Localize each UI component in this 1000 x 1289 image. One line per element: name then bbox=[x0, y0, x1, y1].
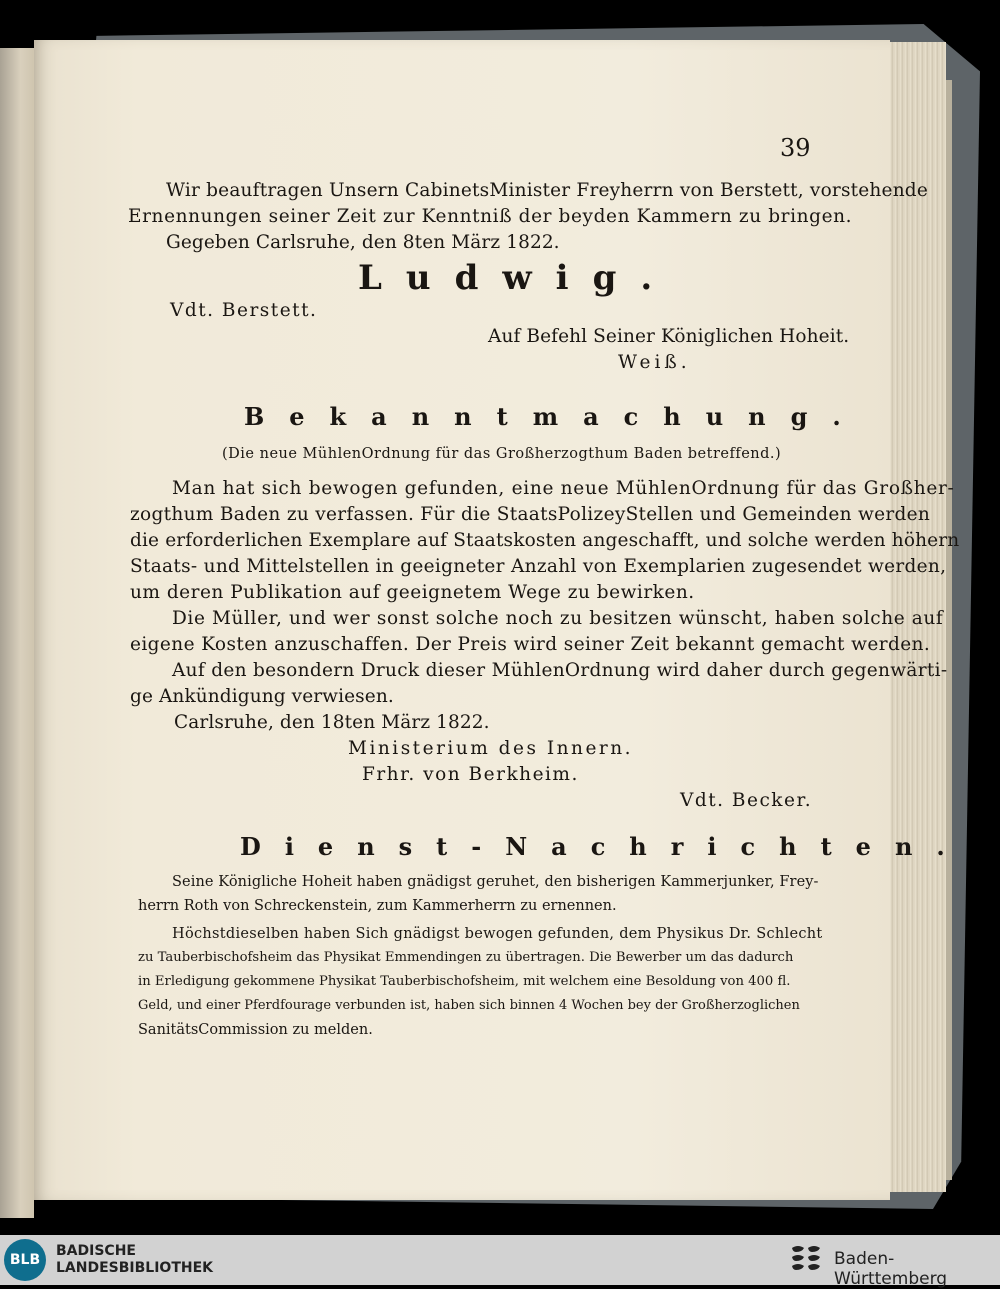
signature-ludwig: Ludwig. bbox=[358, 258, 677, 298]
heading-dienst-nachrichten: Dienst-Nachrichten. bbox=[240, 832, 969, 861]
decree-date: Gegeben Carlsruhe, den 8ten März 1822. bbox=[166, 232, 560, 253]
notice-line-1: Man hat sich bewogen gefunden, eine neue MühlenOrdnung für das Großher- bbox=[172, 478, 955, 499]
notice-line-6: Die Müller, und wer sonst solche noch zu besitzen wünscht, haben solche auf bbox=[172, 608, 944, 629]
notice-line-5: um deren Publikation auf geeignetem Wege zu bewirken. bbox=[130, 582, 695, 603]
library-name-line-2: LANDESBIBLIOTHEK bbox=[56, 1260, 214, 1276]
blb-logo[interactable]: BLB bbox=[4, 1239, 46, 1281]
signer-berkheim: Frhr. von Berkheim. bbox=[362, 764, 579, 785]
library-name[interactable] bbox=[56, 1243, 213, 1277]
heading-bekanntmachung: Bekanntmachung. bbox=[244, 402, 866, 431]
signature-weiss: Weiß. bbox=[618, 352, 691, 373]
decree-line-2: Ernennungen seiner Zeit zur Kenntniß der beyden Kammern zu bringen. bbox=[128, 206, 853, 227]
notice-date: Carlsruhe, den 18ten März 1822. bbox=[174, 712, 490, 733]
service-line-6: Geld, und einer Pferdfourage verbunden ist, haben sich binnen 4 Wochen bey der Großherzoglichen bbox=[138, 998, 800, 1013]
service-line-2: herrn Roth von Schreckenstein, zum Kammerherrn zu ernennen. bbox=[138, 898, 617, 914]
service-line-5: in Erledigung gekommene Physikat Tauberbischofsheim, mit welchem eine Besoldung von 400 fl. bbox=[138, 974, 791, 989]
library-name-line-1: BADISCHE bbox=[56, 1243, 136, 1259]
page-number: 39 bbox=[780, 134, 811, 162]
notice-line-2: zogthum Baden zu verfassen. Für die StaatsPolizeyStellen und Gemeinden werden bbox=[130, 504, 931, 525]
lions-coat-of-arms-icon bbox=[788, 1242, 824, 1278]
notice-line-3: die erforderlichen Exemplare auf Staatskosten angeschafft, und solche werden höhern bbox=[130, 530, 960, 551]
notice-line-8: Auf den besondern Druck dieser MühlenOrdnung wird daher durch gegenwärti- bbox=[172, 660, 948, 681]
notice-line-7: eigene Kosten anzuschaffen. Der Preis wird seiner Zeit bekannt gemacht werden. bbox=[130, 634, 931, 655]
ministry-name: Ministerium des Innern. bbox=[348, 738, 634, 759]
notice-line-9: ge Ankündigung verwiesen. bbox=[130, 686, 394, 707]
countersign-berstett: Vdt. Berstett. bbox=[170, 300, 318, 321]
service-line-4: zu Tauberbischofsheim das Physikat Emmendingen zu übertragen. Die Bewerber um das dadurch bbox=[138, 950, 794, 965]
service-line-7: SanitätsCommission zu melden. bbox=[138, 1022, 373, 1038]
service-line-3: Höchstdieselben haben Sich gnädigst bewogen gefunden, dem Physikus Dr. Schlecht bbox=[172, 926, 823, 942]
decree-line-1: Wir beauftragen Unsern CabinetsMinister Freyherrn von Berstett, vorstehende bbox=[166, 180, 929, 201]
left-page-edge bbox=[0, 48, 34, 1218]
countersign-becker: Vdt. Becker. bbox=[680, 790, 813, 811]
service-line-1: Seine Königliche Hoheit haben gnädigst geruhet, den bisherigen Kammerjunker, Frey- bbox=[172, 874, 819, 890]
by-order-line: Auf Befehl Seiner Königlichen Hoheit. bbox=[488, 326, 850, 347]
footer-bar bbox=[0, 1235, 1000, 1289]
notice-line-4: Staats- und Mittelstellen in geeigneter Anzahl von Exemplarien zugesendet werden, bbox=[130, 556, 947, 577]
bekanntmachung-subtitle: (Die neue MühlenOrdnung für das Großherzogthum Baden betreffend.) bbox=[222, 446, 782, 462]
state-name[interactable]: Baden-Württemberg bbox=[834, 1249, 948, 1289]
